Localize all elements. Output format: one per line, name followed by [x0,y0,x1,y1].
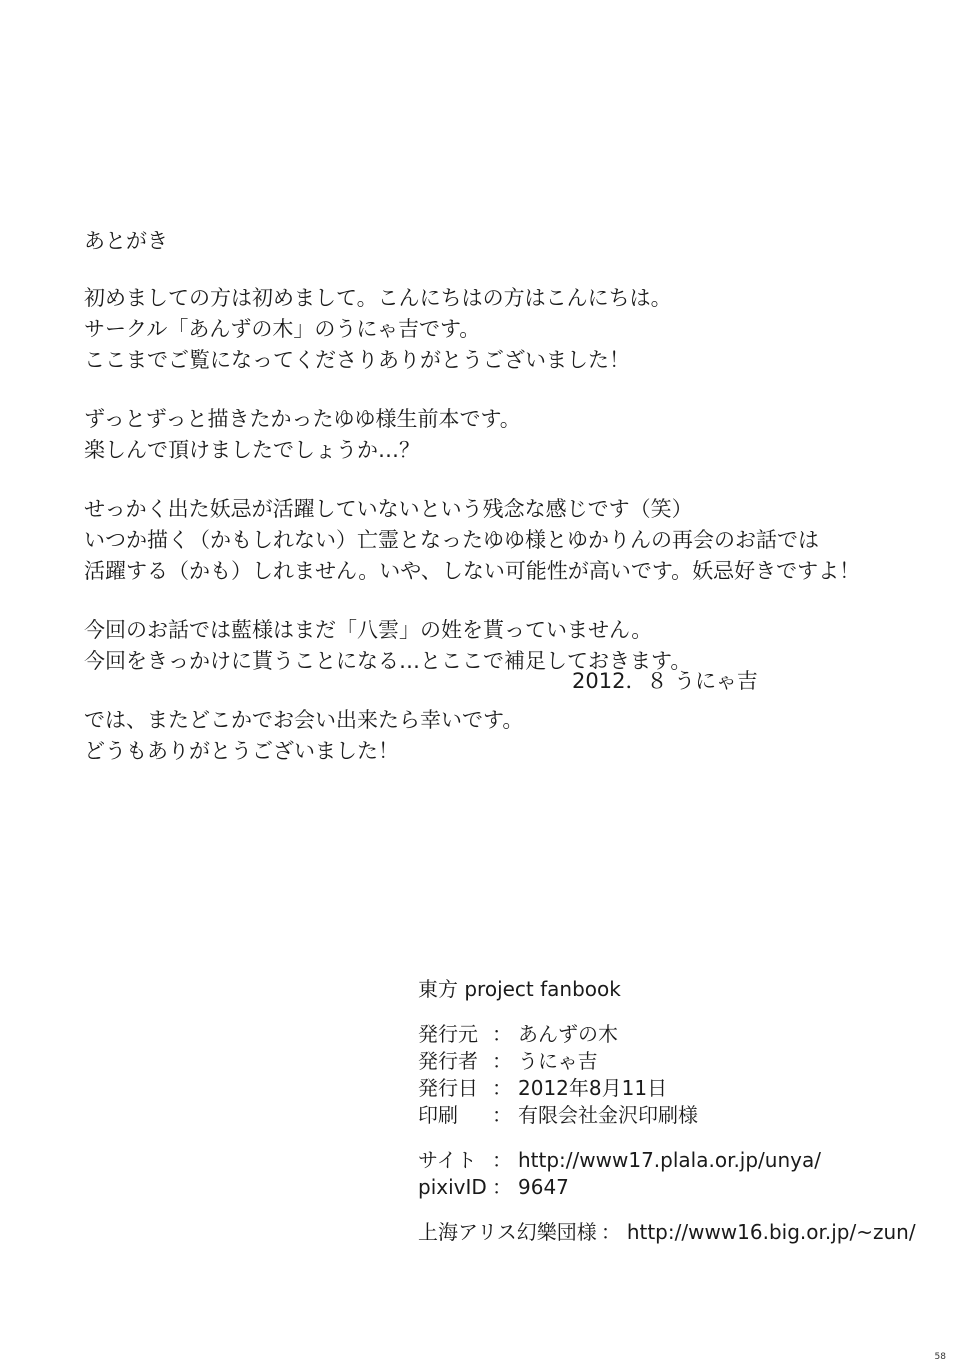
separator: ： [492,1103,512,1127]
separator: ： [492,1175,512,1199]
colophon [418,976,938,1264]
colophon-title-block [418,976,938,1003]
afterword-line: どうもありがとうございました！ [84,739,399,763]
separator: ： [492,1148,512,1172]
separator: ： [492,1076,512,1100]
credit-url[interactable]: http://www16.big.or.jp/~zun/ [626,1220,916,1244]
afterword-paragraph [84,494,904,587]
author-label: 発行者 [418,1049,478,1073]
colophon-credit-row [418,1219,938,1246]
colophon-publication-block [418,1021,938,1129]
afterword-paragraph [84,615,904,677]
colophon-publisher-row [418,1021,938,1048]
afterword-line: 楽しんで頂けましたでしょうか…？ [84,438,420,462]
credit-label: 上海アリス幻樂団様 [418,1220,597,1244]
colophon-author-row [418,1048,938,1075]
author-value: うにゃ吉 [518,1049,598,1073]
date-label: 発行日 [418,1076,478,1100]
colophon-pixiv-row [418,1174,938,1201]
colophon-title: 東方 project fanbook [418,977,621,1001]
afterword-line: 今回のお話では藍様はまだ「八雲」の姓を貰っていません。 [84,618,653,642]
colophon-site-row [418,1147,938,1174]
afterword-line: 今回をきっかけに貰うことになる…とここで補足しておきます。 [84,649,692,673]
colophon-printer-row [418,1102,938,1129]
pixiv-label: pixivID [418,1175,487,1199]
site-url[interactable]: http://www17.plala.or.jp/unya/ [518,1148,821,1172]
colophon-date-row [418,1075,938,1102]
afterword-line: せっかく出た妖忌が活躍していないという残念な感じです（笑） [84,497,693,521]
site-label: サイト [418,1148,477,1172]
afterword-heading: あとがき [84,229,168,253]
afterword-paragraph [84,705,904,767]
separator: ： [492,1022,512,1046]
afterword-section [84,226,904,795]
printer-value: 有限会社金沢印刷様 [518,1103,698,1127]
afterword-line: では、またどこかでお会い出来たら幸いです。 [84,708,524,732]
separator: ： [492,1049,512,1073]
date-value: 2012年8月11日 [518,1076,668,1100]
afterword-paragraph [84,283,904,376]
publisher-value: あんずの木 [518,1022,618,1046]
page-number: 58 [934,1352,946,1362]
pixiv-id: 9647 [518,1175,569,1199]
afterword-paragraph [84,404,904,466]
publisher-label: 発行元 [418,1022,478,1046]
printer-label: 印刷 [418,1103,458,1127]
separator: ： [600,1220,621,1244]
afterword-line: ここまでご覧になってくださりありがとうございました！ [84,348,630,372]
colophon-credit-block [418,1219,938,1246]
afterword-line: 初めましての方は初めまして。こんにちはの方はこんにちは。 [84,286,672,310]
colophon-links-block [418,1147,938,1201]
afterword-line: 活躍する（かも）しれません。いや、しない可能性が高いです。妖忌好きですよ！ [84,559,861,583]
afterword-line: いつか描く（かもしれない）亡霊となったゆゆ様とゆかりんの再会のお話では [84,528,819,552]
afterword-line: サークル「あんずの木」のうにゃ吉です。 [84,317,481,341]
afterword-line: ずっとずっと描きたかったゆゆ様生前本です。 [84,407,521,431]
afterword-signature: 2012．８ うにゃ吉 [572,669,758,693]
